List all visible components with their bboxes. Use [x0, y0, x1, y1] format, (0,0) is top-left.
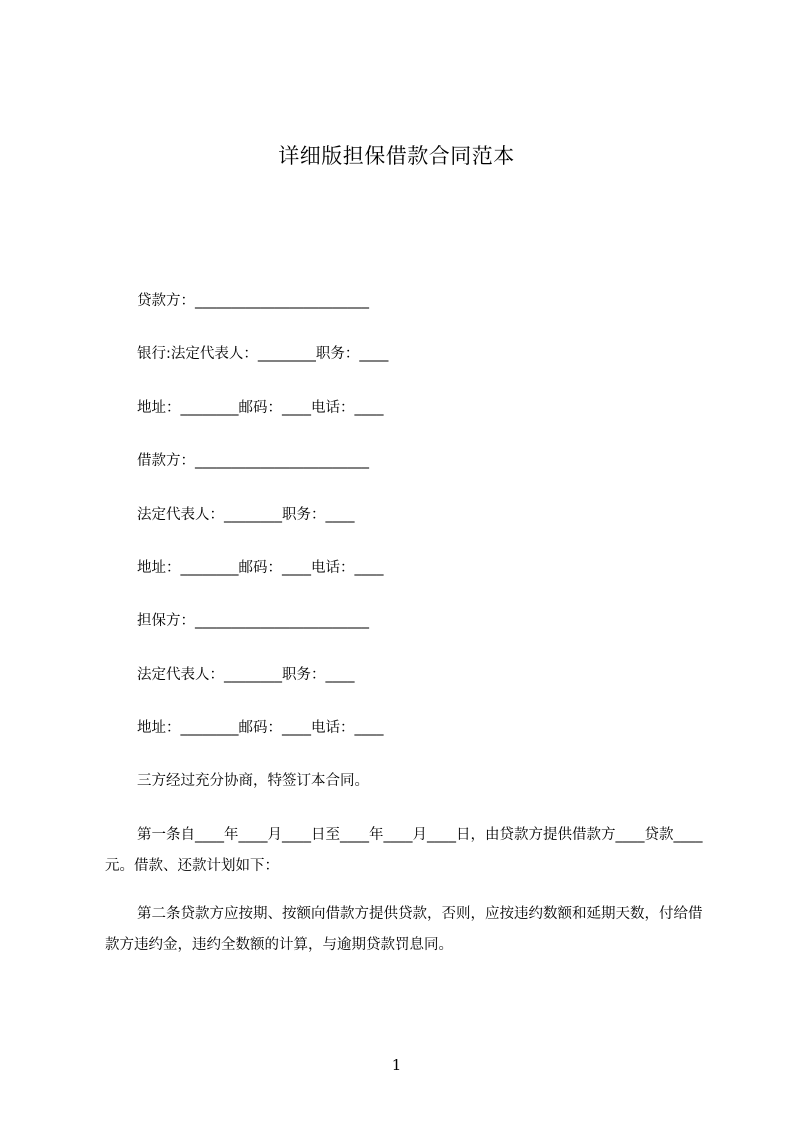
article-2-paragraph: 第二条贷款方应按期、按额向借款方提供贷款，否则，应按违约数额和延期天数，付给借款方违约金，违约全数额的计算，与逾期贷款罚息同。 [105, 906, 703, 953]
guarantor-line: 担保方：________________________ [137, 613, 369, 629]
lender-line: 贷款方：________________________ [137, 293, 369, 309]
borrower-line: 借款方：________________________ [137, 453, 369, 469]
borrower-representative-line: 法定代表人：________职务：____ [137, 507, 355, 523]
guarantor-representative-line: 法定代表人：________职务：____ [137, 667, 355, 683]
guarantor-address-line: 地址：________邮码：____电话：____ [137, 720, 384, 736]
lender-address-line: 地址：________邮码：____电话：____ [137, 400, 384, 416]
lender-bank-representative-line: 银行:法定代表人：________职务：____ [137, 346, 389, 362]
borrower-address-line: 地址：________邮码：____电话：____ [137, 560, 384, 576]
page-number: 1 [391, 1056, 402, 1074]
document-title: 详细版担保借款合同范本 [278, 144, 515, 168]
article-1-paragraph: 第一条自____年____月____日至____年____月____日，由贷款方提供借款方____贷款____元。借款、还款计划如下： [105, 827, 703, 874]
agreement-statement: 三方经过充分协商，特签订本合同。 [137, 773, 369, 789]
